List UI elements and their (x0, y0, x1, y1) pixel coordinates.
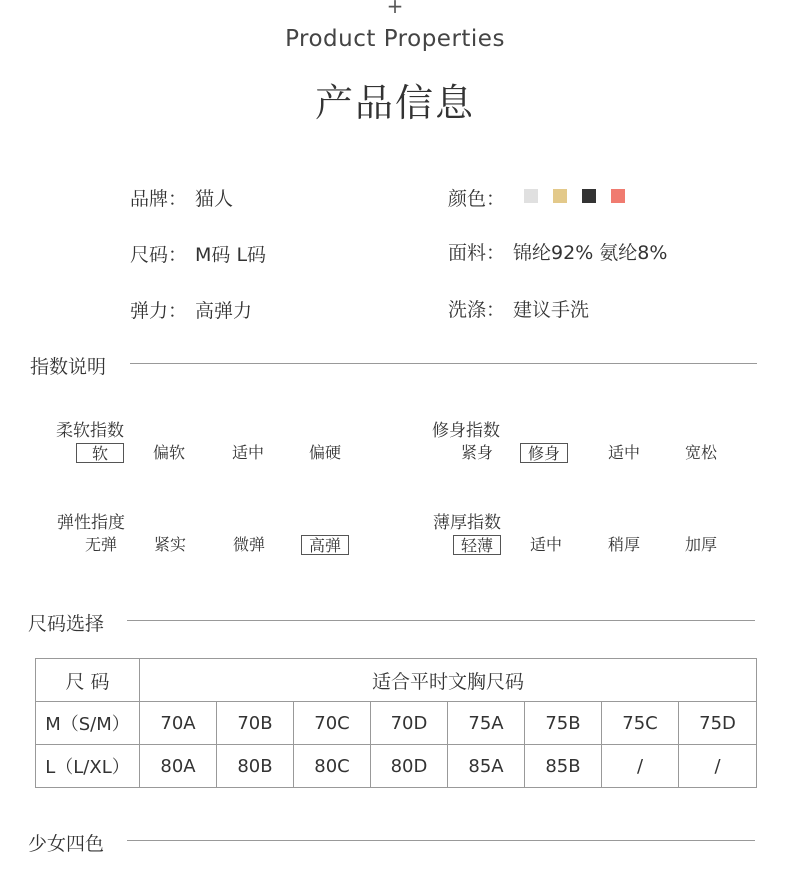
bra-size-cell: 85A (448, 745, 525, 788)
property-elasticity (130, 296, 252, 323)
section-title-size: 尺码选择 (28, 613, 105, 635)
size-cell: L（L/XL） (36, 745, 140, 788)
bra-size-cell: 75D (679, 702, 757, 745)
property-brand (130, 184, 233, 211)
property-label: 弹力： (130, 300, 188, 322)
color-swatch-light-gray (524, 189, 538, 203)
property-label: 洗涤： (448, 299, 506, 321)
property-value: 建议手洗 (513, 299, 590, 321)
bra-size-cell: 85B (525, 745, 602, 788)
bra-size-cell: 70B (217, 702, 294, 745)
softness-index-label: 柔软指数 (56, 421, 124, 441)
color-swatch-beige (553, 189, 567, 203)
thickness-option-thick: 加厚 (684, 535, 717, 554)
plus-mark: + (386, 0, 404, 18)
elastic-option-high: 高弹 (301, 535, 349, 555)
property-label: 尺码： (130, 244, 188, 266)
fit-option-medium: 适中 (607, 443, 640, 462)
page-title: 产品信息 (314, 81, 475, 125)
bra-size-cell: 70D (371, 702, 448, 745)
property-label: 品牌： (130, 188, 188, 210)
property-label: 面料： (448, 242, 506, 264)
thickness-option-medium: 适中 (529, 535, 562, 554)
bra-size-cell: 70C (294, 702, 371, 745)
fit-option-loose: 宽松 (684, 443, 717, 462)
property-value: 猫人 (195, 188, 234, 210)
bra-size-cell: 70A (140, 702, 217, 745)
section-divider (127, 840, 755, 841)
property-material (448, 238, 667, 265)
thickness-index-label: 薄厚指数 (433, 513, 501, 533)
property-value: M码 L码 (195, 244, 267, 266)
bra-size-cell: 80C (294, 745, 371, 788)
bra-size-cell: 75B (525, 702, 602, 745)
property-value: 锦纶92% 氨纶8% (513, 242, 668, 264)
elastic-option-none: 无弹 (84, 535, 117, 554)
thickness-option-slightly-thick: 稍厚 (607, 535, 640, 554)
fit-option-tight: 紧身 (460, 443, 493, 462)
table-header-row (36, 659, 757, 702)
table-row (36, 745, 757, 788)
elastic-index-label: 弹性指度 (57, 513, 125, 533)
softness-option-slightly-hard: 偏硬 (308, 443, 341, 462)
thickness-option-thin: 轻薄 (453, 535, 501, 555)
bra-size-cell: 75C (602, 702, 679, 745)
size-column-header: 尺 码 (36, 659, 140, 702)
elastic-option-firm: 紧实 (153, 535, 186, 554)
property-value: 高弹力 (195, 300, 253, 322)
section-divider (130, 363, 757, 364)
size-table (35, 658, 757, 788)
color-swatch-black (582, 189, 596, 203)
bra-size-cell: / (679, 745, 757, 788)
bra-size-cell: 80A (140, 745, 217, 788)
section-title-index: 指数说明 (30, 356, 107, 378)
bra-size-cell: 80B (217, 745, 294, 788)
section-title-colors: 少女四色 (28, 833, 105, 855)
bra-size-cell: 80D (371, 745, 448, 788)
fit-index-label: 修身指数 (432, 421, 500, 441)
softness-option-slightly-soft: 偏软 (152, 443, 185, 462)
table-row (36, 702, 757, 745)
bra-size-cell: / (602, 745, 679, 788)
property-label: 颜色： (448, 188, 506, 210)
section-divider (127, 620, 755, 621)
bra-size-cell: 75A (448, 702, 525, 745)
fit-option-slim: 修身 (520, 443, 568, 463)
color-swatch-coral (611, 189, 625, 203)
softness-option-medium: 适中 (231, 443, 264, 462)
property-color (448, 184, 505, 211)
title-english: Product Properties (285, 26, 505, 52)
softness-option-soft: 软 (76, 443, 124, 463)
property-size (130, 240, 266, 267)
elastic-option-slight: 微弹 (232, 535, 265, 554)
size-cell: M（S/M） (36, 702, 140, 745)
bra-size-header: 适合平时文胸尺码 (140, 659, 757, 702)
property-wash (448, 295, 589, 322)
